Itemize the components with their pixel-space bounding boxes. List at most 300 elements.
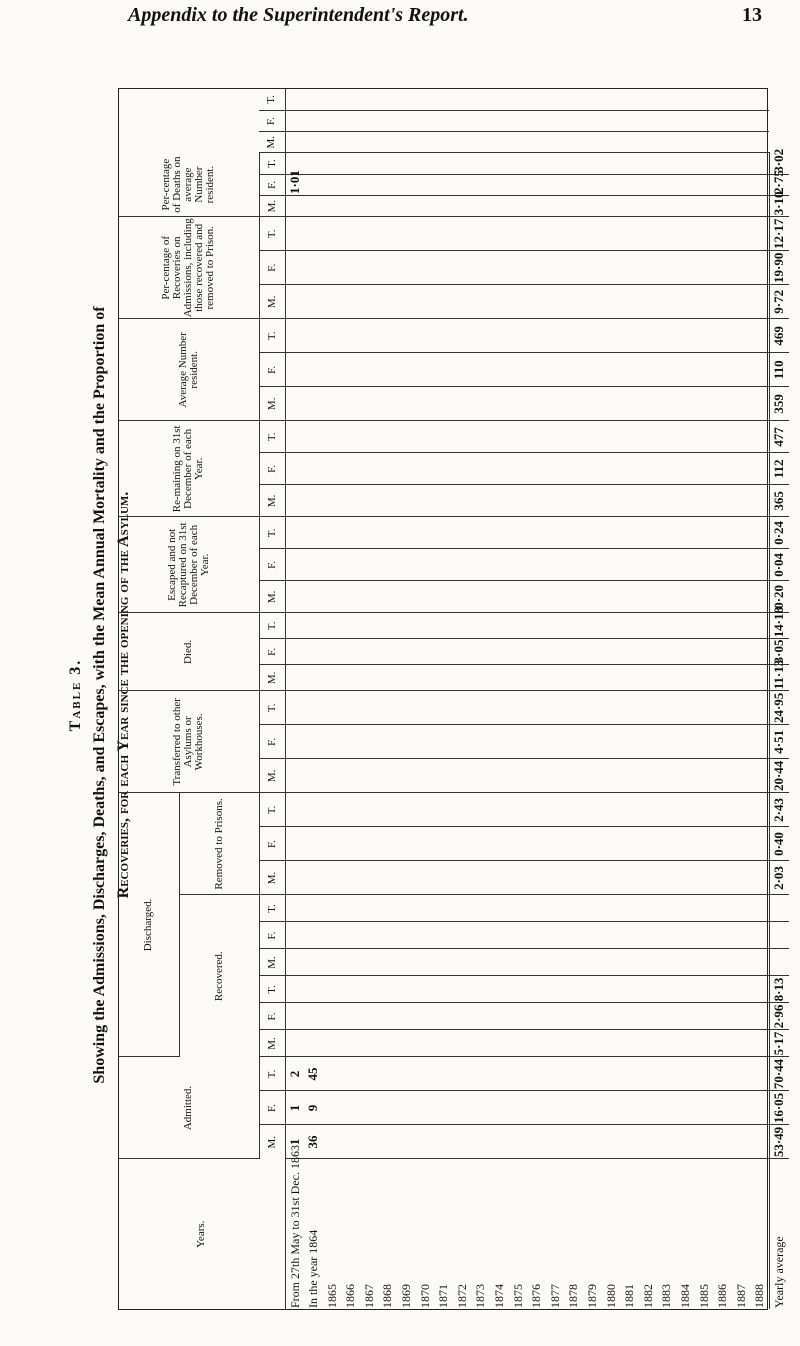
value-cell xyxy=(695,665,714,691)
value-cell xyxy=(564,153,583,174)
value-cell xyxy=(527,485,546,517)
value-cell xyxy=(323,1030,342,1057)
value-cell xyxy=(602,949,621,976)
value-cell xyxy=(360,1003,379,1030)
value-cell xyxy=(620,759,639,793)
value-cell xyxy=(713,319,732,353)
value-cell xyxy=(285,949,304,976)
value-cell xyxy=(471,387,490,421)
value-cell xyxy=(323,89,342,110)
value-cell xyxy=(304,725,323,759)
value-cell xyxy=(323,174,342,195)
value-cell xyxy=(416,517,435,549)
value-cell xyxy=(509,132,528,153)
value-cell xyxy=(546,453,565,485)
value-cell xyxy=(434,665,453,691)
value-cell xyxy=(639,793,658,827)
value-cell xyxy=(490,110,509,131)
value-cell xyxy=(602,1125,621,1159)
value-cell xyxy=(527,949,546,976)
value-cell xyxy=(285,613,304,639)
sex-subheader: F. xyxy=(259,725,285,759)
value-cell xyxy=(527,174,546,195)
value-cell xyxy=(564,89,583,110)
value-cell xyxy=(620,110,639,131)
value-cell xyxy=(639,976,658,1003)
average-cell: 8·13 xyxy=(769,976,788,1003)
value-cell xyxy=(397,827,416,861)
table-row xyxy=(378,89,397,1309)
value-cell xyxy=(378,195,397,216)
value-cell xyxy=(323,922,342,949)
value-cell xyxy=(713,549,732,581)
value-cell: 9 xyxy=(304,1091,323,1125)
value-cell xyxy=(453,251,472,285)
value-cell xyxy=(509,861,528,895)
value-cell xyxy=(378,485,397,517)
value-cell xyxy=(732,922,751,949)
value-cell xyxy=(657,639,676,665)
value-cell xyxy=(453,174,472,195)
value-cell xyxy=(285,285,304,319)
value-cell xyxy=(602,613,621,639)
average-cell: 3·10 xyxy=(769,195,788,216)
value-cell xyxy=(732,691,751,725)
value-cell xyxy=(657,110,676,131)
value-cell xyxy=(471,581,490,613)
value-cell xyxy=(397,195,416,216)
value-cell xyxy=(304,110,323,131)
value-cell xyxy=(564,1125,583,1159)
value-cell xyxy=(713,517,732,549)
sex-subheader: F. xyxy=(259,922,285,949)
table-row xyxy=(304,89,323,1309)
value-cell xyxy=(360,453,379,485)
value-cell xyxy=(378,976,397,1003)
col-removed-prisons: Removed to Prisons. xyxy=(179,793,259,895)
value-cell xyxy=(546,174,565,195)
value-cell xyxy=(471,861,490,895)
value-cell xyxy=(713,691,732,725)
sex-subheader: M. xyxy=(259,195,285,216)
year-cell: 1865 xyxy=(324,1284,339,1308)
value-cell xyxy=(732,110,751,131)
yearly-average-label: Yearly average xyxy=(769,1159,788,1309)
value-cell xyxy=(490,759,509,793)
value-cell xyxy=(602,1091,621,1125)
value-cell xyxy=(602,195,621,216)
value-cell xyxy=(341,319,360,353)
value-cell xyxy=(341,1125,360,1159)
value-cell xyxy=(583,319,602,353)
value-cell xyxy=(546,353,565,387)
value-cell xyxy=(639,691,658,725)
value-cell xyxy=(583,110,602,131)
value-cell xyxy=(639,1125,658,1159)
value-cell xyxy=(750,861,769,895)
value-cell xyxy=(490,89,509,110)
value-cell xyxy=(620,639,639,665)
value-cell xyxy=(397,217,416,251)
value-cell xyxy=(602,581,621,613)
col-years: Years. xyxy=(119,1159,285,1309)
value-cell: 1 xyxy=(285,1091,304,1125)
value-cell xyxy=(695,549,714,581)
running-header: Appendix to the Superintendent's Report. xyxy=(128,4,469,26)
value-cell xyxy=(434,1091,453,1125)
value-cell xyxy=(732,1091,751,1125)
value-cell xyxy=(341,174,360,195)
value-cell xyxy=(471,922,490,949)
value-cell xyxy=(657,1003,676,1030)
value-cell xyxy=(657,725,676,759)
value-cell xyxy=(639,665,658,691)
sex-subheader: F. xyxy=(259,353,285,387)
value-cell xyxy=(564,759,583,793)
value-cell xyxy=(620,387,639,421)
value-cell xyxy=(527,421,546,453)
value-cell xyxy=(583,949,602,976)
value-cell xyxy=(564,613,583,639)
value-cell xyxy=(602,251,621,285)
value-cell xyxy=(564,1091,583,1125)
value-cell xyxy=(341,1030,360,1057)
table-row xyxy=(602,89,621,1309)
value-cell xyxy=(657,195,676,216)
value-cell xyxy=(583,1003,602,1030)
value-cell xyxy=(602,453,621,485)
value-cell xyxy=(416,110,435,131)
value-cell xyxy=(360,153,379,174)
value-cell xyxy=(304,1030,323,1057)
value-cell xyxy=(639,1057,658,1091)
value-cell xyxy=(732,1125,751,1159)
value-cell xyxy=(416,421,435,453)
average-cell: 4·51 xyxy=(769,725,788,759)
value-cell xyxy=(657,976,676,1003)
value-cell xyxy=(583,153,602,174)
value-cell xyxy=(434,793,453,827)
value-cell xyxy=(397,1091,416,1125)
value-cell xyxy=(527,895,546,922)
value-cell xyxy=(285,549,304,581)
average-cell: 70·44 xyxy=(769,1057,788,1091)
value-cell xyxy=(602,387,621,421)
value-cell xyxy=(360,549,379,581)
value-cell xyxy=(676,319,695,353)
value-cell xyxy=(676,285,695,319)
value-cell xyxy=(676,793,695,827)
value-cell xyxy=(546,725,565,759)
value-cell xyxy=(713,285,732,319)
average-cell: 359 xyxy=(769,387,788,421)
value-cell xyxy=(341,665,360,691)
value-cell xyxy=(416,895,435,922)
sex-subheader: T. xyxy=(259,691,285,725)
value-cell xyxy=(657,1030,676,1057)
sex-subheader: T. xyxy=(259,153,285,174)
value-cell xyxy=(453,453,472,485)
value-cell xyxy=(695,949,714,976)
value-cell xyxy=(732,949,751,976)
value-cell xyxy=(713,1057,732,1091)
value-cell xyxy=(527,1057,546,1091)
value-cell xyxy=(471,691,490,725)
value-cell xyxy=(341,922,360,949)
value-cell xyxy=(378,549,397,581)
value-cell xyxy=(471,174,490,195)
value-cell xyxy=(695,861,714,895)
sex-subheader: F. xyxy=(259,549,285,581)
value-cell xyxy=(546,1057,565,1091)
value-cell xyxy=(453,861,472,895)
value-cell xyxy=(304,639,323,665)
value-cell xyxy=(750,827,769,861)
value-cell xyxy=(341,827,360,861)
value-cell xyxy=(602,421,621,453)
value-cell xyxy=(341,421,360,453)
value-cell xyxy=(750,517,769,549)
sex-subheader: M. xyxy=(259,1030,285,1057)
value-cell xyxy=(527,581,546,613)
value-cell xyxy=(713,759,732,793)
value-cell xyxy=(490,251,509,285)
value-cell xyxy=(509,1125,528,1159)
value-cell xyxy=(285,217,304,251)
value-cell xyxy=(453,976,472,1003)
value-cell xyxy=(323,517,342,549)
value-cell xyxy=(434,581,453,613)
value-cell xyxy=(732,976,751,1003)
sex-subheader: T. xyxy=(259,517,285,549)
value-cell xyxy=(620,251,639,285)
value-cell xyxy=(602,1030,621,1057)
col-transferred: Transferred to other Asylums or Workhouses. xyxy=(119,691,259,793)
value-cell xyxy=(750,285,769,319)
value-cell xyxy=(360,132,379,153)
value-cell xyxy=(434,517,453,549)
value-cell xyxy=(713,387,732,421)
value-cell xyxy=(639,319,658,353)
value-cell xyxy=(639,581,658,613)
value-cell xyxy=(341,639,360,665)
value-cell xyxy=(471,976,490,1003)
value-cell xyxy=(304,387,323,421)
value-cell xyxy=(657,793,676,827)
value-cell xyxy=(583,353,602,387)
value-cell xyxy=(416,1003,435,1030)
sex-subheader: M. xyxy=(259,581,285,613)
value-cell xyxy=(453,1125,472,1159)
value-cell xyxy=(639,922,658,949)
value-cell xyxy=(657,153,676,174)
value-cell xyxy=(471,1030,490,1057)
value-cell xyxy=(416,725,435,759)
value-cell xyxy=(583,517,602,549)
value-cell xyxy=(397,353,416,387)
value-cell xyxy=(453,1003,472,1030)
year-cell: 1878 xyxy=(566,1284,581,1308)
value-cell xyxy=(602,861,621,895)
value-cell xyxy=(323,861,342,895)
value-cell xyxy=(732,153,751,174)
sex-subheader: M. xyxy=(259,387,285,421)
value-cell xyxy=(602,1057,621,1091)
value-cell xyxy=(713,922,732,949)
value-cell xyxy=(416,1057,435,1091)
value-cell xyxy=(732,353,751,387)
value-cell xyxy=(676,549,695,581)
value-cell xyxy=(453,89,472,110)
value-cell xyxy=(416,691,435,725)
value-cell xyxy=(527,132,546,153)
value-cell xyxy=(695,517,714,549)
value-cell xyxy=(620,453,639,485)
value-cell xyxy=(471,949,490,976)
value-cell xyxy=(639,485,658,517)
value-cell xyxy=(341,861,360,895)
value-cell xyxy=(416,174,435,195)
value-cell xyxy=(620,319,639,353)
value-cell xyxy=(639,613,658,639)
value-cell xyxy=(713,485,732,517)
value-cell: 1 xyxy=(285,1125,304,1159)
value-cell xyxy=(732,725,751,759)
value-cell xyxy=(471,353,490,387)
value-cell xyxy=(490,976,509,1003)
value-cell xyxy=(732,453,751,485)
value-cell xyxy=(323,285,342,319)
value-cell xyxy=(657,217,676,251)
year-cell: 1869 xyxy=(399,1284,414,1308)
value-cell xyxy=(695,1057,714,1091)
table-row xyxy=(713,89,732,1309)
value-cell xyxy=(471,453,490,485)
value-cell xyxy=(453,387,472,421)
value-cell xyxy=(434,639,453,665)
value-cell xyxy=(583,793,602,827)
value-cell xyxy=(546,153,565,174)
value-cell xyxy=(471,759,490,793)
value-cell xyxy=(397,759,416,793)
value-cell xyxy=(732,759,751,793)
value-cell xyxy=(471,725,490,759)
value-cell xyxy=(583,691,602,725)
value-cell xyxy=(323,549,342,581)
value-cell xyxy=(639,251,658,285)
value-cell xyxy=(490,581,509,613)
value-cell xyxy=(732,581,751,613)
value-cell xyxy=(602,759,621,793)
value-cell xyxy=(695,581,714,613)
value-cell xyxy=(323,613,342,639)
value-cell xyxy=(304,453,323,485)
value-cell xyxy=(378,793,397,827)
value-cell xyxy=(509,1003,528,1030)
value-cell xyxy=(304,949,323,976)
value-cell xyxy=(713,949,732,976)
value-cell xyxy=(695,793,714,827)
value-cell xyxy=(546,1003,565,1030)
value-cell xyxy=(546,1030,565,1057)
value-cell xyxy=(304,827,323,861)
value-cell xyxy=(509,319,528,353)
value-cell xyxy=(285,759,304,793)
value-cell xyxy=(695,613,714,639)
year-cell: 1877 xyxy=(547,1284,562,1308)
value-cell xyxy=(416,827,435,861)
value-cell xyxy=(527,195,546,216)
value-cell xyxy=(397,132,416,153)
value-cell xyxy=(713,251,732,285)
value-cell xyxy=(602,132,621,153)
value-cell xyxy=(471,613,490,639)
value-cell xyxy=(676,895,695,922)
value-cell xyxy=(490,517,509,549)
value-cell xyxy=(527,1030,546,1057)
value-cell xyxy=(620,89,639,110)
value-cell xyxy=(416,581,435,613)
value-cell xyxy=(509,639,528,665)
value-cell xyxy=(602,549,621,581)
value-cell xyxy=(360,581,379,613)
value-cell xyxy=(564,895,583,922)
col-remaining: Re-maining on 31st December of each Year. xyxy=(119,421,259,517)
value-cell xyxy=(732,861,751,895)
value-cell xyxy=(639,174,658,195)
value-cell xyxy=(471,110,490,131)
value-cell xyxy=(750,691,769,725)
value-cell xyxy=(397,153,416,174)
value-cell xyxy=(378,110,397,131)
value-cell xyxy=(583,639,602,665)
value-cell xyxy=(471,421,490,453)
value-cell xyxy=(341,793,360,827)
value-cell xyxy=(583,1125,602,1159)
table-row xyxy=(583,89,602,1309)
value-cell xyxy=(527,1125,546,1159)
value-cell xyxy=(304,485,323,517)
value-cell xyxy=(583,1057,602,1091)
value-cell xyxy=(397,517,416,549)
value-cell xyxy=(583,976,602,1003)
value-cell xyxy=(564,251,583,285)
value-cell xyxy=(546,485,565,517)
value-cell xyxy=(620,517,639,549)
col-average: Average Number resident. xyxy=(119,319,259,421)
col-admitted: Admitted. xyxy=(119,1057,259,1159)
value-cell xyxy=(695,353,714,387)
value-cell xyxy=(285,1003,304,1030)
value-cell xyxy=(490,639,509,665)
value-cell xyxy=(360,1057,379,1091)
value-cell xyxy=(676,1030,695,1057)
value-cell xyxy=(750,1091,769,1125)
value-cell xyxy=(676,217,695,251)
value-cell xyxy=(323,1003,342,1030)
value-cell xyxy=(285,725,304,759)
value-cell xyxy=(527,89,546,110)
value-cell xyxy=(434,895,453,922)
value-cell xyxy=(360,691,379,725)
value-cell xyxy=(434,613,453,639)
value-cell xyxy=(602,691,621,725)
year-cell: 1868 xyxy=(380,1284,395,1308)
value-cell xyxy=(657,421,676,453)
value-cell xyxy=(620,665,639,691)
value-cell xyxy=(304,517,323,549)
value-cell xyxy=(323,895,342,922)
